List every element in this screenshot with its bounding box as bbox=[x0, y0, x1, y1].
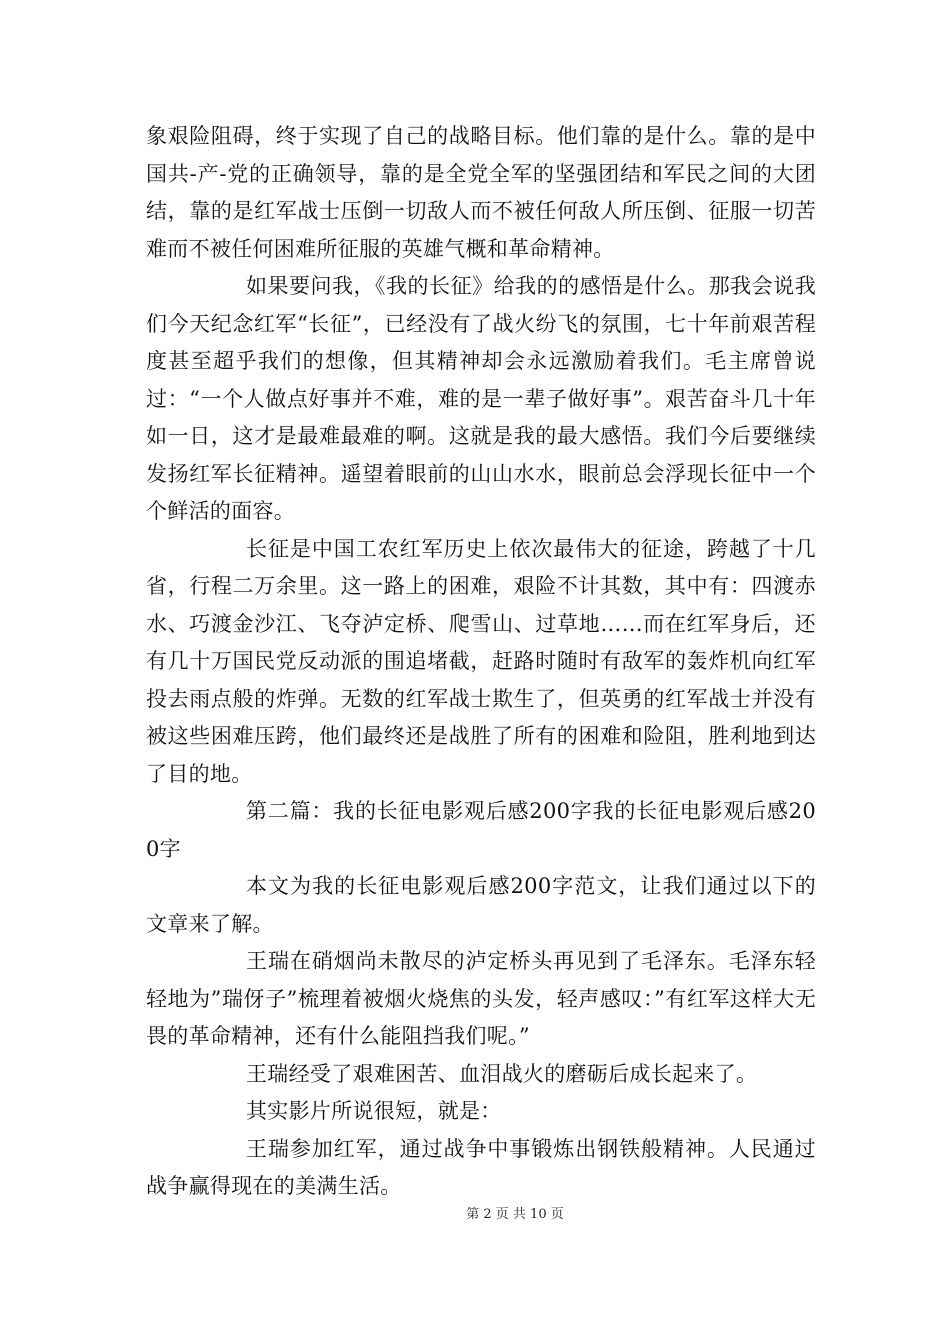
paragraph-6: 王瑞在硝烟尚未散尽的泸定桥头再见到了毛泽东。毛泽东轻轻地为”瑞伢子”梳理着被烟火烧焦的头发，轻声感叹：”有红军这样大无畏的革命精神，还有什么能阻挡我们呢。” bbox=[146, 949, 816, 1048]
paragraph-8: 其实影片所说很短，就是： bbox=[246, 1099, 502, 1123]
paragraph-9: 王瑞参加红军，通过战争中事锻炼出钢铁般精神。人民通过战争赢得现在的美满生活。 bbox=[146, 1136, 816, 1198]
page-number: 第 2 页 共 10 页 bbox=[466, 1207, 564, 1222]
section-heading: 第二篇：我的长征电影观后感200字我的长征电影观后感200字 bbox=[146, 799, 816, 861]
document-body bbox=[146, 118, 816, 1206]
paragraph-7: 王瑞经受了艰难困苦、血泪战火的磨砺后成长起来了。 bbox=[246, 1061, 758, 1086]
paragraph-1: 象艰险阻碍，终于实现了自己的战略目标。他们靠的是什么。靠的是中国共-产-党的正确领导，靠的是全党全军的坚强团结和军民之间的大团结，靠的是红军战士压倒一切敌人而不被任何敌人所压倒、征服一切苦难而不被任何困难所征服的英雄气概和革命精神。 bbox=[146, 124, 816, 261]
paragraph-2: 如果要问我，《我的长征》给我的的感悟是什么。那我会说我们今天纪念红军“长征”，已经没有了战火纷飞的氛围，七十年前艰苦程度甚至超乎我们的想像，但其精神却会永远激励着我们。毛主席曾说过：“一个人做点好事并不难，难的是一辈子做好事”。艰苦奋斗几十年如一日，这才是最难最难的啊。这就是我的最大感悟。我们今后要继续发扬红军长征精神。遥望着眼前的山山水水，眼前总会浮现长征中一个个鲜活的面容。 bbox=[146, 274, 816, 523]
paragraph-5: 本文为我的长征电影观后感200字范文，让我们通过以下的文章来了解。 bbox=[146, 874, 816, 936]
paragraph-3: 长征是中国工农红军历史上依次最伟大的征途，跨越了十几省，行程二万余里。这一路上的困难，艰险不计其数，其中有：四渡赤水、巧渡金沙江、飞夺泸定桥、爬雪山、过草地……而在红军身后，还有几十万国民党反动派的围追堵截，赶路时随时有敌军的轰炸机向红军投去雨点般的炸弹。无数的红军战士欺生了，但英勇的红军战士并没有被这些困难压跨，他们最终还是战胜了所有的困难和险阻，胜利地到达了目的地。 bbox=[146, 536, 816, 786]
